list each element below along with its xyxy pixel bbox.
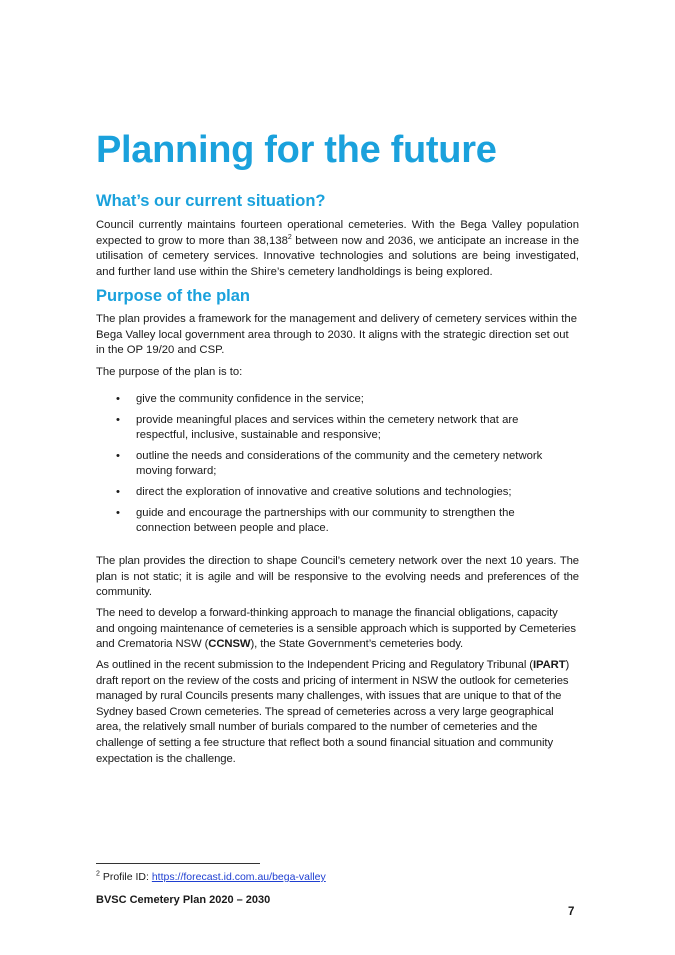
footnote-number: 2 [96,870,100,878]
footnote-link[interactable]: https://forecast.id.com.au/bega-valley [151,871,326,883]
footnote-label: Profile ID: [99,871,152,883]
acronym-ipart: IPART [532,659,566,671]
paragraph-forward-thinking [96,606,579,653]
list-item: • direct the exploration of innovative and creative solutions and technologies; [96,485,566,501]
paragraph-text: ), the State Government’s cemeteries body. [250,638,464,651]
list-item: • guide and encourage the partnerships with our community to strengthen the connection between people and place. [96,506,566,537]
paragraph-ipart [96,658,579,767]
paragraph-purpose-2 [96,365,579,381]
paragraph-text: The plan provides a framework for the management and delivery of cemetery services within the Bega Valley local government area through to 2030. It aligns with the strategic direction set out in the OP 19/20 and CSP. [96,313,577,357]
paragraph-direction [96,554,579,601]
paragraph-text: ) draft report on the review of the costs and pricing of interment in NSW the outlook for cemeteries managed by rural Councils presents many challenges, with issues that are unique to that of the Sydney based Crown cemeteries. The spread of cemeteries across a very large geographical area, the relatively small number of burials compared to the number of cemeteries and the challenge of setting a fee structure that reflect both a sound financial situation and community expectation is the challenge. [96,659,570,765]
footnote-divider [96,863,260,864]
section-heading-current-situation: What’s our current situation? [96,192,326,210]
footer-document-title: BVSC Cemetery Plan 2020 – 2030 [96,894,271,906]
list-item: • provide meaningful places and services within the cemetery network that are respectful, inclusive, sustainable and responsive; [96,413,566,444]
paragraph-text: The purpose of the plan is to: [96,366,243,378]
page-title: Planning for the future [96,129,497,171]
paragraph-text: Council currently maintains fourteen operational cemeteries. With the Bega Valley population expected to grow to more than 38,138 [96,219,579,247]
paragraph-purpose-1 [96,312,579,359]
list-item: • outline the needs and considerations of the community and the cemetery network moving forward; [96,449,566,480]
section-heading-purpose: Purpose of the plan [96,287,251,305]
footnote [96,870,326,884]
paragraph-text: As outlined in the recent submission to the Independent Pricing and Regulatory Tribunal ( [96,659,533,671]
paragraph-text: between now and 2036, we anticipate an increase in the utilisation of cemetery services. Innovative technologies and solutions are being investigated, and further land use within the Shire’s cemetery landholdings is being explored. [96,234,579,278]
list-item: • give the community confidence in the service; [96,392,566,408]
purpose-bullet-list [96,392,566,537]
paragraph-text: The plan provides the direction to shape Council’s cemetery network over the next 10 years. The plan is not static; it is agile and will be responsive to the evolving needs and preferences of the community. [96,555,579,599]
paragraph-text: The need to develop a forward-thinking approach to manage the financial obligations, capacity and ongoing maintenance of cemeteries is a sensible approach which is supported by Cemeteries and Crematoria NSW ( [96,607,576,651]
page-number: 7 [568,906,575,918]
acronym-ccnsw: CCNSW [208,638,251,651]
footnote-reference[interactable]: 2 [287,233,292,241]
paragraph-current-situation [96,218,579,280]
